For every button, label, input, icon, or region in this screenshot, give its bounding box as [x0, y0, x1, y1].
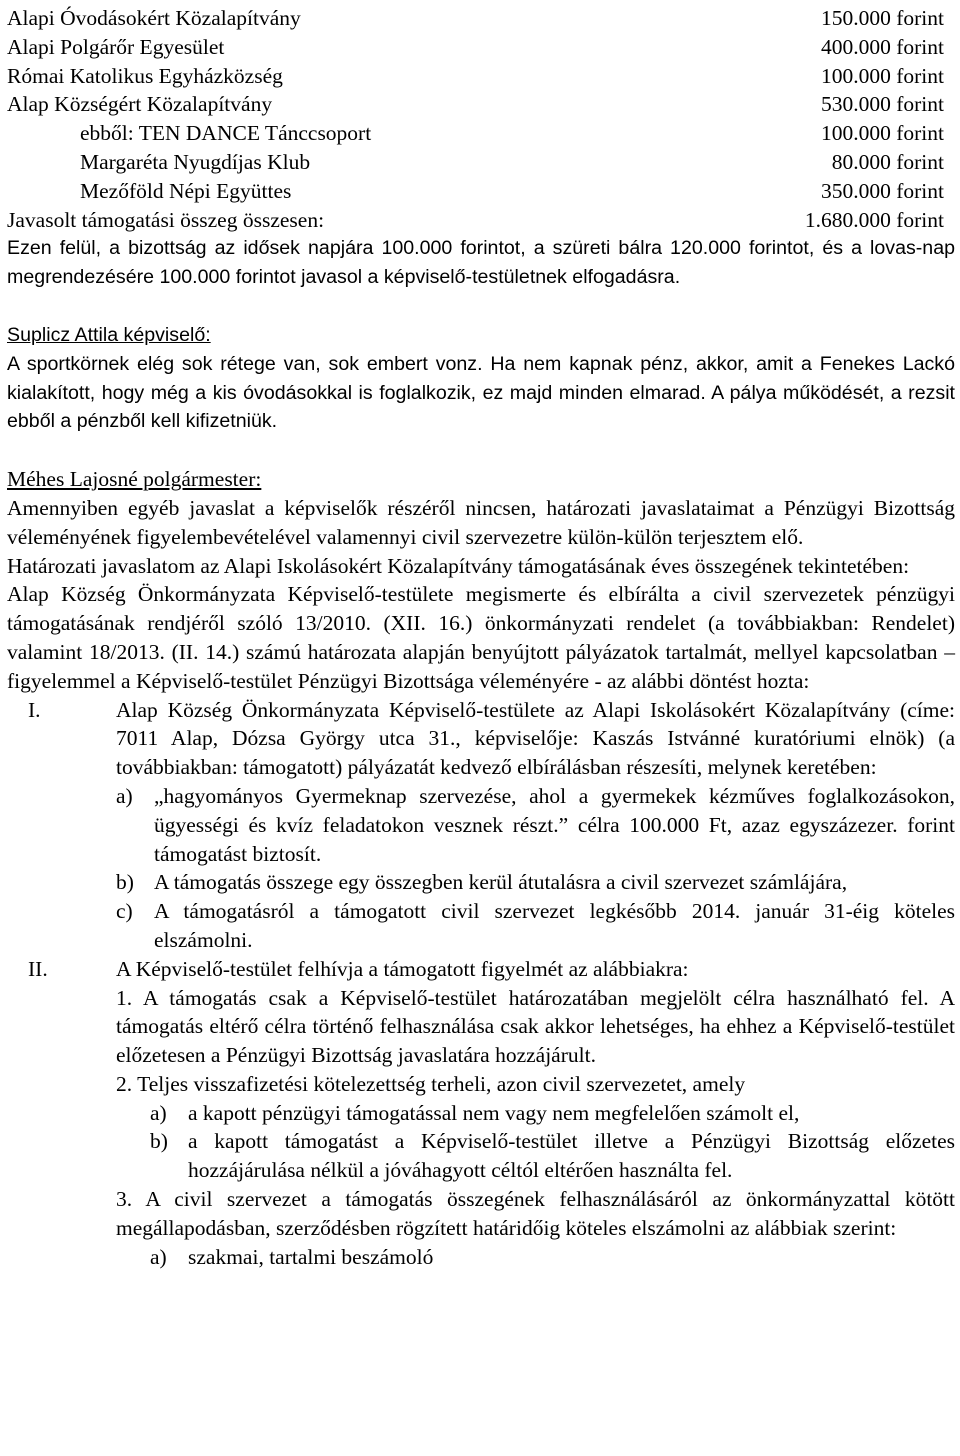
org-name: Római Katolikus Egyházközség — [7, 63, 283, 88]
item-text: „hagyományos Gyermeknap szervezése, ahol a gyermekek kézműves foglalkozásokon, ügyességi és kvíz feladatokon vesznek részt.” célra 100.000 Ft, azaz egyszázezer. forint támogatást biztosít. — [154, 783, 955, 866]
org-amount: 100.000 forint — [820, 121, 944, 146]
item-label: a) — [150, 1244, 167, 1269]
support-row — [7, 90, 955, 119]
item-text: a kapott pénzügyi támogatással nem vagy nem megfelelően számolt el, — [188, 1100, 800, 1125]
org-amount: 100.000 forint — [820, 63, 944, 88]
item-label: a) — [116, 783, 133, 808]
resolution-preamble: Alap Község Önkormányzata Képviselő-testülete megismerte és elbírálta a civil szervezetek pénzügyi támogatásának rendjéről szóló 13/2010. (XII. 16.) önkormányzati rendelet (a továbbiakban: Rendelet) valamint 18/2013. (II. 14.) számú határozata alapján benyújtott pályázatok tartalmát, mellyel kapcsolatban – figyelemmel a Képviselő-testület Pénzügyi Bizottsága véleményére - az alábbi döntést hozta: — [7, 582, 955, 693]
support-row — [7, 4, 955, 33]
support-row — [7, 177, 955, 206]
item-text: szakmai, tartalmi beszámoló — [188, 1244, 434, 1269]
item-label: b) — [150, 1129, 168, 1154]
section-text: Alap Község Önkormányzata Képviselő-testülete az Alapi Iskolásokért Közalapítvány (címe: 7011 Alap, Dózsa György utca 31., képviselője: Kaszás Istvánné kuratóriumi elnök) (a továbbiakban: támogatott) pályázatát kedvező elbírálásban részesíti, melynek keretében: — [116, 697, 955, 780]
total-amount: 1.680.000 forint — [804, 207, 944, 232]
section-number: II. — [28, 956, 48, 981]
list-item — [116, 868, 955, 897]
support-row — [7, 62, 955, 91]
org-amount: 80.000 forint — [831, 149, 944, 174]
org-amount: 530.000 forint — [820, 92, 944, 117]
item-label: c) — [116, 899, 133, 924]
section-i — [7, 696, 955, 955]
list-item — [116, 1127, 955, 1185]
item-text: A támogatás összege egy összegben kerül átutalásra a civil szervezet számlájára, — [154, 870, 848, 895]
document-page — [7, 4, 955, 1271]
org-amount: 400.000 forint — [820, 34, 944, 59]
paragraph: Határozati javaslatom az Alapi Iskolásokért Közalapítvány támogatásának éves összegének tekintetében: — [7, 553, 910, 578]
org-name: ebből: TEN DANCE Tánccsoport — [80, 121, 372, 146]
section-number: I. — [28, 697, 41, 722]
point-2: 2. Teljes visszafizetési kötelezettség terheli, azon civil szervezetet, amely — [116, 1071, 746, 1096]
org-name: Alap Községért Közalapítvány — [7, 92, 273, 117]
item-text: A támogatásról a támogatott civil szervezet legkésőbb 2014. január 31-éig köteles elszámolni. — [154, 899, 955, 952]
list-item — [116, 782, 955, 868]
support-row — [7, 148, 955, 177]
point-1: 1. A támogatás csak a Képviselő-testület határozatában megjelölt célra használható fel. A támogatás eltérő célra történő felhasználása csak akkor lehetséges, ha ehhez a Képviselő-testület előzetesen a Pénzügyi Bizottság javaslatára hozzájárult. — [116, 985, 955, 1068]
support-row — [7, 119, 955, 148]
support-list — [7, 4, 955, 234]
org-name: Alapi Polgárőr Egyesület — [7, 34, 225, 59]
list-item — [116, 1099, 955, 1128]
item-label: a) — [150, 1100, 167, 1125]
list-item — [116, 897, 955, 955]
speaker-name: Méhes Lajosné polgármester: — [7, 467, 262, 492]
paragraph: Amennyiben egyéb javaslat a képviselők részéről nincsen, határozati javaslataimat a Pénzügyi Bizottság véleményének figyelembevételével valamennyi civil szervezetre külön-külön terjesztem elő. — [7, 495, 955, 549]
section-intro: A Képviselő-testület felhívja a támogatott figyelmét az alábbiakra: — [116, 956, 689, 981]
org-amount: 150.000 forint — [820, 6, 944, 30]
list-item — [116, 1243, 955, 1272]
org-name: Mezőföld Népi Együttes — [80, 178, 292, 203]
point-3: 3. A civil szervezet a támogatás összegének felhasználásáról az önkormányzattal kötött megállapodásban, szerződésben rögzített határidőig köteles elszámolni az alábbiak szerint: — [116, 1187, 955, 1240]
section-ii — [7, 955, 955, 1272]
total-label: Javasolt támogatási összeg összesen: — [7, 207, 325, 232]
org-amount: 350.000 forint — [820, 178, 944, 203]
total-row — [7, 206, 955, 235]
item-text: a kapott támogatást a Képviselő-testület illetve a Pénzügyi Bizottság előzetes hozzájárulása nélkül a jóváhagyott céltól eltérően használta fel. — [188, 1129, 955, 1183]
speaker-name: Suplicz Attila képviselő: — [7, 323, 211, 346]
committee-note: Ezen felül, a bizottság az idősek napjára 100.000 forintot, a szüreti bálra 120.000 forintot, és a lovas-nap megrendezésére 100.000 forintot javasol a képviselő-testületnek elfogadásra. — [7, 237, 955, 289]
org-name: Alapi Óvodásokért Közalapítvány — [7, 6, 301, 30]
speaker-text: A sportkörnek elég sok rétege van, sok embert vonz. Ha nem kapnak pénz, akkor, amit a Fenekes Lackó kialakított, hogy még a kis óvodásokkal is foglalkozik, ez majd minden elmarad. A pálya működését, a rezsit ebből a pénzből kell kifizetniük. — [7, 352, 955, 433]
org-name: Margaréta Nyugdíjas Klub — [80, 149, 311, 174]
item-label: b) — [116, 870, 134, 895]
support-row — [7, 33, 955, 62]
